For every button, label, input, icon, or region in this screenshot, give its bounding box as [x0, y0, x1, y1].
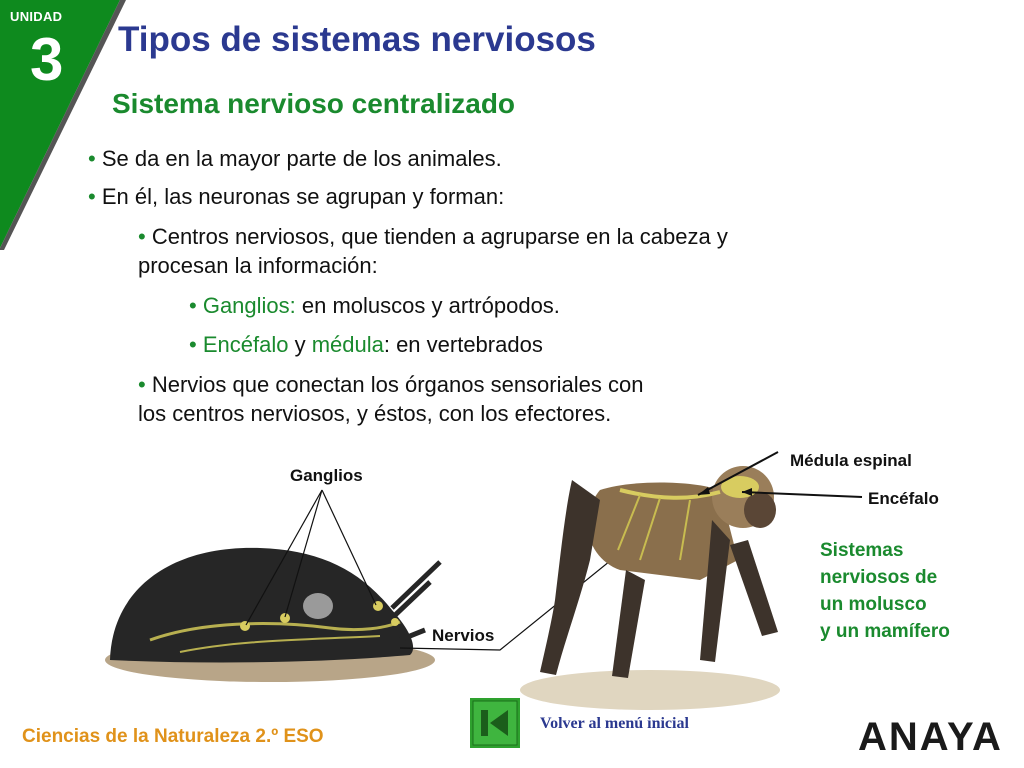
bullet-5: • Encéfalo y médula: en vertebrados [189, 332, 543, 357]
bullet-6: • Nervios que conectan los órganos sensoriales con los centros nerviosos, y éstos, con los efectores. [138, 372, 644, 426]
back-bar-icon [481, 710, 488, 736]
section-subtitle: Sistema nervioso centralizado [112, 88, 516, 119]
page-title: Tipos de sistemas nerviosos [118, 20, 596, 59]
back-to-menu-link[interactable]: Volver al menú inicial [540, 715, 689, 732]
bullet-4: • Ganglios: en moluscos y artrópodos. [189, 293, 560, 318]
bullet-3: • Centros nerviosos, que tienden a agruparse en la cabeza y procesan la información: [138, 224, 728, 278]
monkey-illustration [520, 466, 780, 710]
figure-caption: Sistemas nerviosos de un molusco y un mamífero [820, 540, 950, 642]
label-medula: Médula espinal [790, 451, 912, 470]
anaya-logo [858, 718, 1004, 756]
footer-course: Ciencias de la Naturaleza 2.º ESO [22, 726, 324, 747]
bullet-1: • Se da en la mayor parte de los animales. [88, 146, 502, 171]
label-ganglios: Ganglios [290, 466, 363, 485]
unit-number: 3 [30, 26, 64, 93]
unit-label: UNIDAD [10, 9, 63, 24]
label-encefalo: Encéfalo [868, 489, 939, 508]
svg-text:ANAYA: ANAYA [858, 718, 1003, 756]
back-button[interactable] [470, 698, 520, 748]
label-nervios: Nervios [432, 626, 495, 645]
slug-illustration [105, 548, 440, 682]
bullet-2: • En él, las neuronas se agrupan y forman: [88, 184, 505, 209]
